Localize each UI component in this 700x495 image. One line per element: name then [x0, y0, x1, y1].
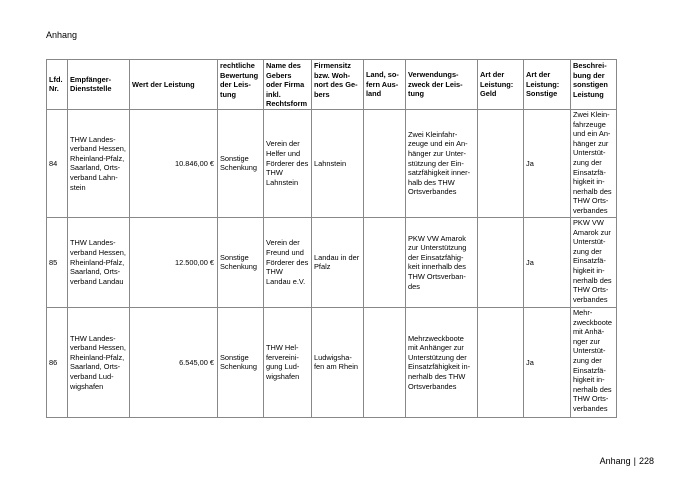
cell-beschreibung: Mehr- zweckboote mit Anhä- nger zur Unterstüt- zung der Einsatzfä- higkeit in- nerhalb des THW Orts- verbandes — [571, 307, 617, 417]
cell-wert: 12.500,00 € — [130, 217, 218, 307]
table-header-row — [47, 60, 617, 110]
cell-land — [364, 109, 406, 217]
table-row — [47, 217, 617, 307]
cell-geber: Verein der Helfer und Förderer des THW Lahnstein — [264, 109, 312, 217]
cell-empfaenger: THW Landes- verband Hessen, Rheinland-Pfalz, Saarland, Orts- verband Lud- wigshafen — [68, 307, 130, 417]
cell-nr: 84 — [47, 109, 68, 217]
cell-sonstige: Ja — [524, 109, 571, 217]
cell-beschreibung: Zwei Klein- fahrzeuge und ein An- hänger zur Unterstüt- zung der Einsatzfä- higkeit in- nerhalb des THW Orts- verbandes — [571, 109, 617, 217]
cell-sonstige: Ja — [524, 217, 571, 307]
col-header-bewertung: rechtliche Bewertung der Leis- tung — [218, 60, 264, 110]
cell-sitz: Lahnstein — [312, 109, 364, 217]
col-header-empfaenger: Empfänger- Dienststelle — [68, 60, 130, 110]
cell-geld — [478, 307, 524, 417]
cell-geber: THW Hel- fervereini- gung Lud- wigshafen — [264, 307, 312, 417]
footer-separator: | — [633, 456, 636, 466]
table-row — [47, 109, 617, 217]
cell-land — [364, 217, 406, 307]
col-header-beschreibung: Beschrei- bung der sonstigen Leistung — [571, 60, 617, 110]
cell-empfaenger: THW Landes- verband Hessen, Rheinland-Pfalz, Saarland, Orts- verband Landau — [68, 217, 130, 307]
cell-sitz: Landau in der Pfalz — [312, 217, 364, 307]
donations-table — [46, 59, 617, 418]
col-header-nr: Lfd. Nr. — [47, 60, 68, 110]
col-header-sitz: Firmensitz bzw. Woh- nort des Ge- bers — [312, 60, 364, 110]
col-header-wert: Wert der Leistung — [130, 60, 218, 110]
footer-section-label: Anhang — [599, 456, 631, 466]
col-header-geber: Name des Gebers oder Firma inkl. Rechtsform — [264, 60, 312, 110]
cell-zweck: PKW VW Amarok zur Unterstützung der Einsatzfähig- keit innerhalb des THW Ortsverban- des — [406, 217, 478, 307]
cell-bewertung: Sonstige Schenkung — [218, 109, 264, 217]
cell-geber: Verein der Freund und Förderer des THW Landau e.V. — [264, 217, 312, 307]
page-footer — [600, 456, 654, 466]
cell-nr: 85 — [47, 217, 68, 307]
cell-zweck: Zwei Kleinfahr- zeuge und ein An- hänger zur Unter- stützung der Ein- satzfähigkeit inner- halb des THW Ortsverbandes — [406, 109, 478, 217]
page-number: 228 — [638, 456, 654, 466]
col-header-geld: Art der Leistung: Geld — [478, 60, 524, 110]
table-row — [47, 307, 617, 417]
cell-wert: 10.846,00 € — [130, 109, 218, 217]
cell-zweck: Mehrzweckboote mit Anhänger zur Unterstützung der Einsatzfähigkeit in- nerhalb des THW Ortsverbandes — [406, 307, 478, 417]
cell-sitz: Ludwigsha- fen am Rhein — [312, 307, 364, 417]
cell-beschreibung: PKW VW Amarok zur Unterstüt- zung der Einsatzfä- higkeit in- nerhalb des THW Orts- verbandes — [571, 217, 617, 307]
cell-nr: 86 — [47, 307, 68, 417]
page-header-title: Anhang — [46, 30, 78, 40]
cell-land — [364, 307, 406, 417]
col-header-zweck: Verwendungs- zweck der Leis- tung — [406, 60, 478, 110]
cell-empfaenger: THW Landes- verband Hessen, Rheinland-Pfalz, Saarland, Orts- verband Lahn- stein — [68, 109, 130, 217]
cell-geld — [478, 217, 524, 307]
cell-wert: 6.545,00 € — [130, 307, 218, 417]
col-header-land: Land, so- fern Aus- land — [364, 60, 406, 110]
col-header-sonstige: Art der Leistung: Sonstige — [524, 60, 571, 110]
cell-bewertung: Sonstige Schenkung — [218, 307, 264, 417]
cell-sonstige: Ja — [524, 307, 571, 417]
cell-geld — [478, 109, 524, 217]
cell-bewertung: Sonstige Schenkung — [218, 217, 264, 307]
